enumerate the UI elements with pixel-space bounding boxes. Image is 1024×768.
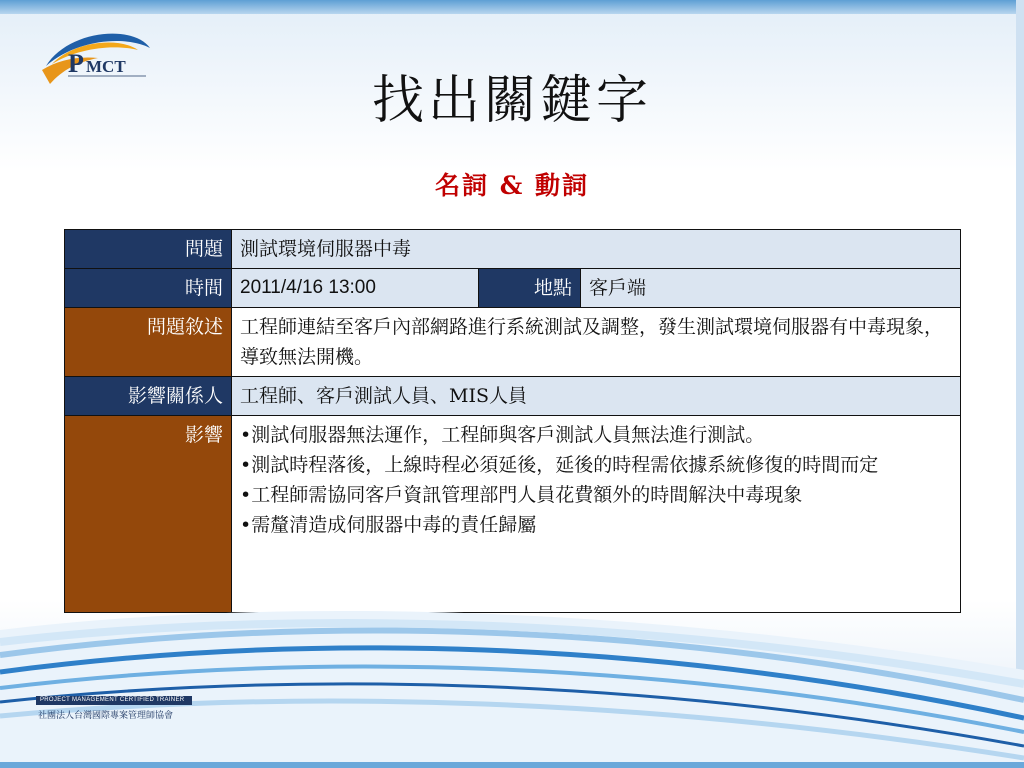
impact-item: • 需釐清造成伺服器中毒的責任歸屬 bbox=[240, 510, 952, 540]
table-row bbox=[65, 308, 961, 377]
stakeholders-value: 工程師、客戶測試人員、MIS人員 bbox=[232, 377, 961, 416]
stakeholders-label: 影響關係人 bbox=[65, 377, 232, 416]
issue-value: 測試環境伺服器中毒 bbox=[232, 230, 961, 269]
bottom-wave-decoration bbox=[0, 560, 1024, 768]
place-value: 客戶端 bbox=[581, 269, 961, 308]
impact-list bbox=[240, 420, 952, 540]
top-border bbox=[0, 0, 1024, 14]
impact-item: • 測試時程落後，上線時程必須延後，延後的時程需依據系統修復的時間而定 bbox=[240, 450, 952, 480]
footer-bar bbox=[36, 696, 192, 705]
slide-subtitle: 名詞 & 動詞 bbox=[435, 171, 589, 200]
svg-text:MCT: MCT bbox=[86, 57, 126, 76]
time-label: 時間 bbox=[65, 269, 232, 308]
issue-table bbox=[64, 229, 961, 613]
impact-item: • 測試伺服器無法運作，工程師與客戶測試人員無法進行測試。 bbox=[240, 420, 952, 450]
place-label: 地點 bbox=[479, 269, 581, 308]
bottom-border bbox=[0, 762, 1024, 768]
footer-bar-text: PROJECT MANAGEMENT CERTIFIED TRAINER bbox=[40, 697, 185, 703]
svg-text:P: P bbox=[68, 49, 84, 78]
time-value: 2011/4/16 13:00 bbox=[232, 269, 479, 308]
table-row bbox=[65, 230, 961, 269]
issue-label: 問題 bbox=[65, 230, 232, 269]
description-label: 問題敘述 bbox=[65, 308, 232, 377]
description-value: 工程師連結至客戶內部網路進行系統測試及調整，發生測試環境伺服器有中毒現象，導致無法開機。 bbox=[232, 308, 961, 377]
table-row bbox=[65, 377, 961, 416]
table-row bbox=[65, 269, 961, 308]
slide-title: 找出關鍵字 bbox=[371, 71, 652, 131]
impact-item: • 工程師需協同客戶資訊管理部門人員花費額外的時間解決中毒現象 bbox=[240, 480, 952, 510]
footer-org-name: 社團法人台灣國際專案管理師協會 bbox=[38, 711, 174, 721]
footer-logo bbox=[36, 696, 196, 722]
impact-label: 影響 bbox=[65, 416, 232, 613]
